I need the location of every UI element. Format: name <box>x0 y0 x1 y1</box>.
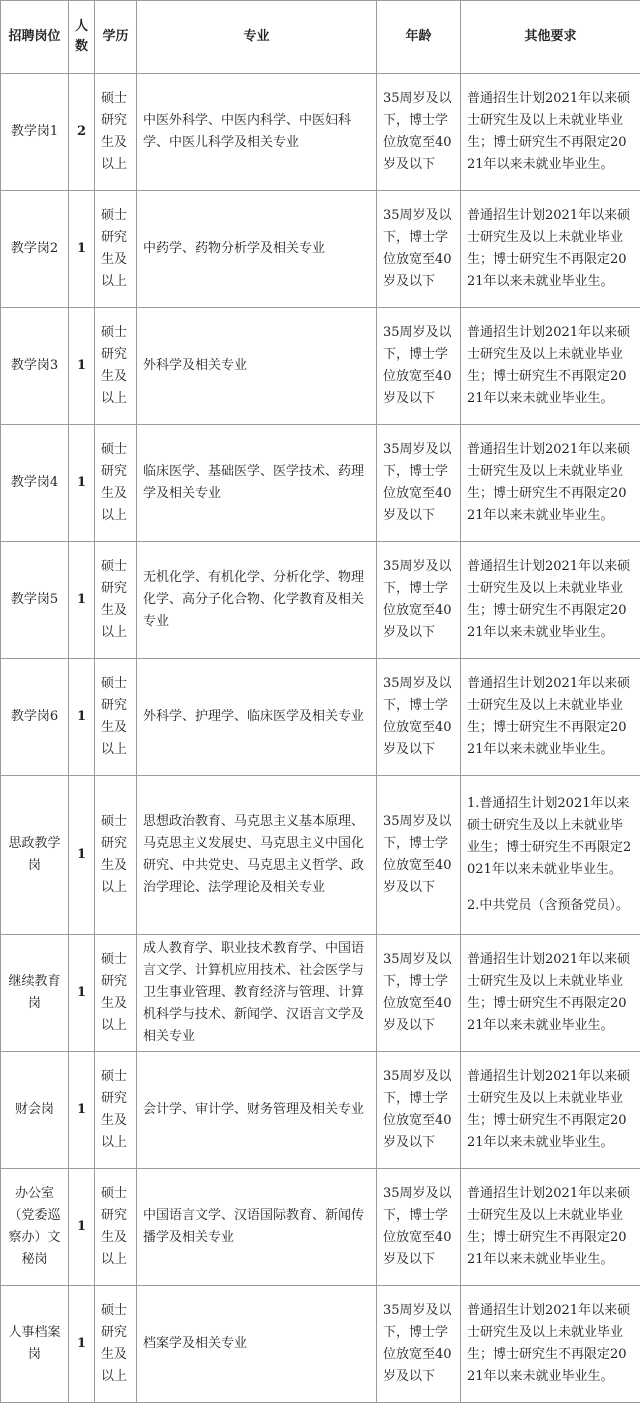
header-other: 其他要求 <box>461 1 640 74</box>
other-requirements-cell <box>461 191 640 308</box>
other-requirements-cell <box>461 935 640 1052</box>
count-cell: 1 <box>69 191 95 308</box>
education-cell: 硕士研究生及以上 <box>95 1286 137 1403</box>
requirement-paragraph: 2.中共党员（含预备党员）。 <box>467 898 629 913</box>
requirement-paragraph: 普通招生计划2021年以来硕士研究生及以上未就业毕业生；博士研究生不再限定2021年以来未就业毕业生。 <box>467 676 631 757</box>
table-row <box>1 425 640 542</box>
header-major: 专业 <box>137 1 377 74</box>
post-cell: 思政教学岗 <box>1 776 69 935</box>
major-cell: 外科学及相关专业 <box>137 308 377 425</box>
table-row <box>1 74 640 191</box>
requirement-paragraph: 普通招生计划2021年以来硕士研究生及以上未就业毕业生；博士研究生不再限定2021年以来未就业毕业生。 <box>467 91 631 172</box>
header-age: 年龄 <box>377 1 461 74</box>
education-cell: 硕士研究生及以上 <box>95 1169 137 1286</box>
count-cell: 1 <box>69 425 95 542</box>
education-cell: 硕士研究生及以上 <box>95 425 137 542</box>
table-row <box>1 659 640 776</box>
count-cell: 1 <box>69 542 95 659</box>
major-cell: 外科学、护理学、临床医学及相关专业 <box>137 659 377 776</box>
count-cell: 2 <box>69 74 95 191</box>
post-cell: 教学岗4 <box>1 425 69 542</box>
other-requirements-cell <box>461 659 640 776</box>
other-requirements-cell <box>461 1286 640 1403</box>
education-cell: 硕士研究生及以上 <box>95 74 137 191</box>
post-cell: 教学岗3 <box>1 308 69 425</box>
table-row <box>1 1169 640 1286</box>
major-cell: 中国语言文学、汉语国际教育、新闻传播学及相关专业 <box>137 1169 377 1286</box>
major-cell: 档案学及相关专业 <box>137 1286 377 1403</box>
major-cell: 中药学、药物分析学及相关专业 <box>137 191 377 308</box>
education-cell: 硕士研究生及以上 <box>95 542 137 659</box>
post-cell: 办公室（党委巡察办）文秘岗 <box>1 1169 69 1286</box>
major-cell: 会计学、审计学、财务管理及相关专业 <box>137 1052 377 1169</box>
requirement-paragraph: 普通招生计划2021年以来硕士研究生及以上未就业毕业生；博士研究生不再限定2021年以来未就业毕业生。 <box>467 208 631 289</box>
header-row <box>1 1 640 74</box>
education-cell: 硕士研究生及以上 <box>95 935 137 1052</box>
requirement-paragraph: 普通招生计划2021年以来硕士研究生及以上未就业毕业生；博士研究生不再限定2021年以来未就业毕业生。 <box>467 1069 631 1150</box>
requirement-paragraph: 普通招生计划2021年以来硕士研究生及以上未就业毕业生；博士研究生不再限定2021年以来未就业毕业生。 <box>467 325 631 406</box>
post-cell: 教学岗2 <box>1 191 69 308</box>
post-cell: 继续教育岗 <box>1 935 69 1052</box>
count-cell: 1 <box>69 1286 95 1403</box>
post-cell: 教学岗6 <box>1 659 69 776</box>
other-requirements-cell <box>461 542 640 659</box>
post-cell: 财会岗 <box>1 1052 69 1169</box>
education-cell: 硕士研究生及以上 <box>95 1052 137 1169</box>
table-row <box>1 542 640 659</box>
header-num: 人数 <box>69 1 95 74</box>
age-cell: 35周岁及以下，博士学位放宽至40岁及以下 <box>377 1169 461 1286</box>
education-cell: 硕士研究生及以上 <box>95 308 137 425</box>
major-cell: 临床医学、基础医学、医学技术、药理学及相关专业 <box>137 425 377 542</box>
count-cell: 1 <box>69 308 95 425</box>
table-row <box>1 935 640 1052</box>
post-cell: 教学岗5 <box>1 542 69 659</box>
table-row <box>1 191 640 308</box>
requirement-paragraph: 普通招生计划2021年以来硕士研究生及以上未就业毕业生；博士研究生不再限定2021年以来未就业毕业生。 <box>467 1303 631 1384</box>
count-cell: 1 <box>69 659 95 776</box>
requirement-paragraph: 普通招生计划2021年以来硕士研究生及以上未就业毕业生；博士研究生不再限定2021年以来未就业毕业生。 <box>467 952 631 1033</box>
count-cell: 1 <box>69 776 95 935</box>
other-requirements-cell <box>461 425 640 542</box>
requirement-paragraph: 普通招生计划2021年以来硕士研究生及以上未就业毕业生；博士研究生不再限定2021年以来未就业毕业生。 <box>467 442 631 523</box>
age-cell: 35周岁及以下，博士学位放宽至40岁及以下 <box>377 74 461 191</box>
other-requirements-cell <box>461 776 640 935</box>
major-cell: 中医外科学、中医内科学、中医妇科学、中医儿科学及相关专业 <box>137 74 377 191</box>
table-body <box>1 74 640 1403</box>
requirement-paragraph: 普通招生计划2021年以来硕士研究生及以上未就业毕业生；博士研究生不再限定2021年以来未就业毕业生。 <box>467 1186 631 1267</box>
education-cell: 硕士研究生及以上 <box>95 776 137 935</box>
requirement-paragraph: 普通招生计划2021年以来硕士研究生及以上未就业毕业生；博士研究生不再限定2021年以来未就业毕业生。 <box>467 559 631 640</box>
header-edu: 学历 <box>95 1 137 74</box>
table-row <box>1 1052 640 1169</box>
post-cell: 人事档案岗 <box>1 1286 69 1403</box>
age-cell: 35周岁及以下，博士学位放宽至40岁及以下 <box>377 425 461 542</box>
major-cell: 无机化学、有机化学、分析化学、物理化学、高分子化合物、化学教育及相关专业 <box>137 542 377 659</box>
table-row <box>1 308 640 425</box>
age-cell: 35周岁及以下，博士学位放宽至40岁及以下 <box>377 542 461 659</box>
requirement-paragraph: 1.普通招生计划2021年以来硕士研究生及以上未就业毕业生；博士研究生不再限定2021年以来未就业毕业生。 <box>467 796 632 877</box>
other-requirements-cell <box>461 308 640 425</box>
age-cell: 35周岁及以下，博士学位放宽至40岁及以下 <box>377 1052 461 1169</box>
count-cell: 1 <box>69 1169 95 1286</box>
education-cell: 硕士研究生及以上 <box>95 191 137 308</box>
other-requirements-cell <box>461 1052 640 1169</box>
major-cell: 成人教育学、职业技术教育学、中国语言文学、计算机应用技术、社会医学与卫生事业管理、教育经济与管理、计算机科学与技术、新闻学、汉语言文学及相关专业 <box>137 935 377 1052</box>
header-post: 招聘岗位 <box>1 1 69 74</box>
education-cell: 硕士研究生及以上 <box>95 659 137 776</box>
table-row <box>1 776 640 935</box>
age-cell: 35周岁及以下，博士学位放宽至40岁及以下 <box>377 659 461 776</box>
post-cell: 教学岗1 <box>1 74 69 191</box>
count-cell: 1 <box>69 1052 95 1169</box>
major-cell: 思想政治教育、马克思主义基本原理、马克思主义发展史、马克思主义中国化研究、中共党史、马克思主义哲学、政治学理论、法学理论及相关专业 <box>137 776 377 935</box>
table-row <box>1 1286 640 1403</box>
age-cell: 35周岁及以下，博士学位放宽至40岁及以下 <box>377 1286 461 1403</box>
other-requirements-cell <box>461 1169 640 1286</box>
count-cell: 1 <box>69 935 95 1052</box>
other-requirements-cell <box>461 74 640 191</box>
age-cell: 35周岁及以下，博士学位放宽至40岁及以下 <box>377 935 461 1052</box>
age-cell: 35周岁及以下，博士学位放宽至40岁及以下 <box>377 191 461 308</box>
age-cell: 35周岁及以下，博士学位放宽至40岁及以下 <box>377 776 461 935</box>
age-cell: 35周岁及以下，博士学位放宽至40岁及以下 <box>377 308 461 425</box>
